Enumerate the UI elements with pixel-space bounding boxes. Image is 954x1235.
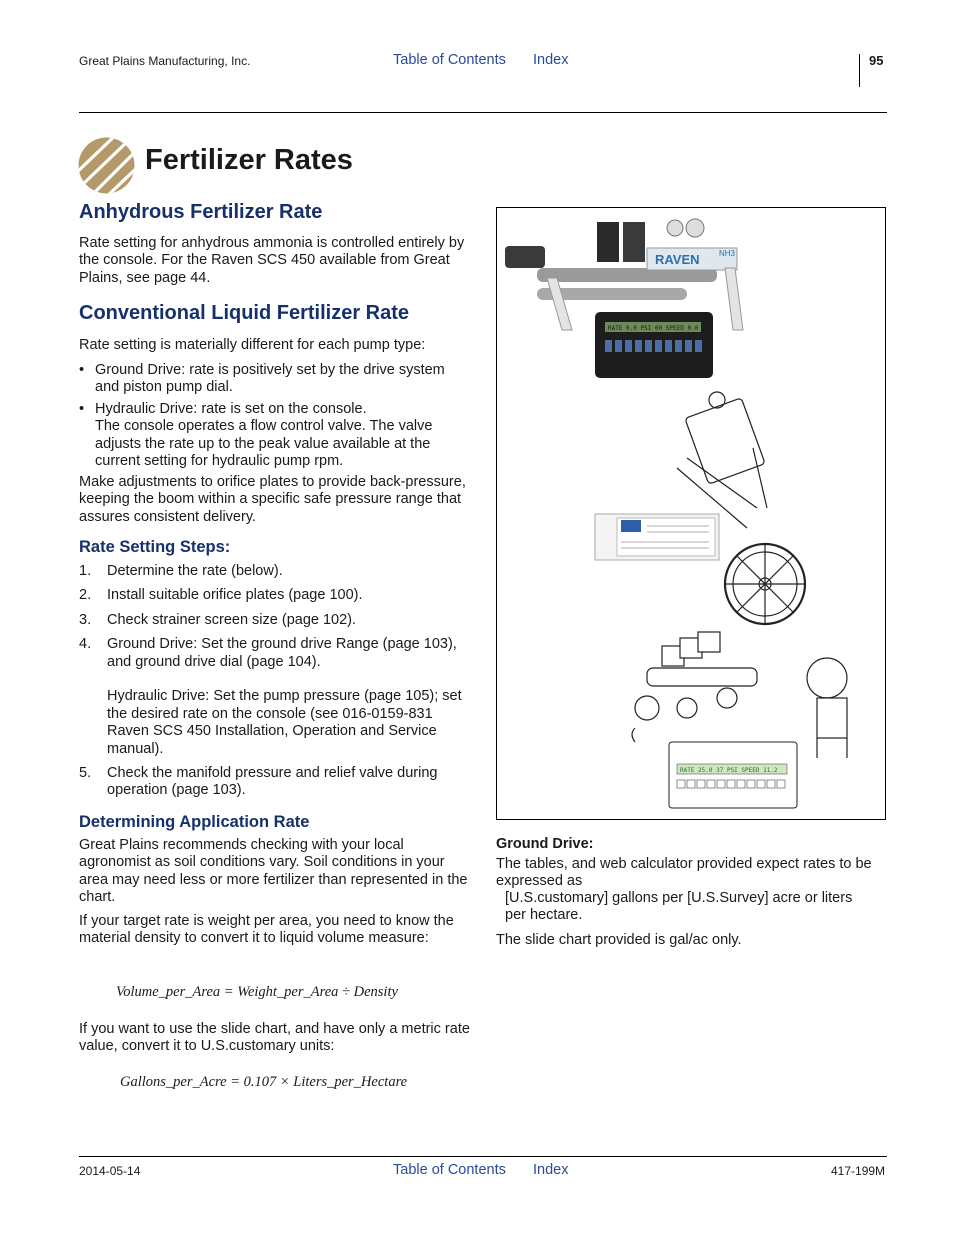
- footer-date: 2014-05-14: [79, 1164, 141, 1178]
- footer-toc-link[interactable]: Table of Contents: [393, 1162, 506, 1178]
- equipment-figure: [496, 207, 886, 820]
- header-index-link[interactable]: Index: [533, 52, 569, 68]
- footer-rule: [79, 1156, 887, 1157]
- heading-application-rate: Determining Application Rate: [79, 813, 310, 831]
- step-item: 4. Ground Drive: Set the ground drive Range (page 103), and ground drive dial (page 104). Hydraulic Drive: Set the pump pressure (page 105); set the desired rate on the console (see 016-0159-831 Raven SCS 450 Installation, Operation and Service manual).: [79, 636, 462, 757]
- footer-index-link[interactable]: Index: [533, 1162, 569, 1178]
- equipment-illustration: [497, 208, 885, 819]
- bullet-ground-drive: • Ground Drive: rate is positively set by the drive system and piston pump dial.: [79, 362, 471, 397]
- adjust-text: Make adjustments to orifice plates to provide back-pressure, keeping the boom within a specific safe pressure range that assures consistent delivery.: [79, 474, 466, 525]
- page-number: 95: [869, 53, 884, 68]
- application-p3: If you want to use the slide chart, and have only a metric rate value, convert it to U.S.customary units:: [79, 1021, 470, 1055]
- step-item: 2. Install suitable orifice plates (page 100).: [79, 587, 363, 604]
- ground-drive-p1: The tables, and web calculator provided expect rates to be expressed as: [496, 856, 872, 890]
- step-item: 5. Check the manifold pressure and relief valve during operation (page 103).: [79, 765, 438, 799]
- heading-rate-steps: Rate Setting Steps:: [79, 538, 231, 556]
- brand-text: RAVEN: [655, 252, 700, 267]
- footer-doc-number: 417-199M: [831, 1164, 886, 1178]
- equation-gallons: Gallons_per_Acre = 0.107 × Liters_per_Hectare: [120, 1074, 408, 1090]
- step-item: 3. Check strainer screen size (page 102).: [79, 611, 357, 628]
- header-rule: [79, 112, 887, 113]
- application-p1: Great Plains recommends checking with your local agronomist as soil conditions vary. Soil conditions in your area may need less or more fertilizer than represented in the chart.: [79, 837, 468, 906]
- page-title: Fertilizer Rates: [145, 144, 353, 176]
- liquid-intro: Rate setting is materially different for each pump type:: [79, 337, 426, 353]
- control-console: [595, 312, 713, 378]
- ground-drive-units: [U.S.customary] gallons per [U.S.Survey] acre or liters per hectare.: [505, 890, 853, 924]
- heading-liquid: Conventional Liquid Fertilizer Rate: [79, 302, 410, 324]
- rate-steps-list: [79, 563, 471, 807]
- hydraulic-manifold: [632, 632, 847, 758]
- application-p2: If your target rate is weight per area, you need to know the material density to convert it to liquid volume measure:: [79, 913, 454, 947]
- heading-anhydrous: Anhydrous Fertilizer Rate: [79, 201, 323, 223]
- console-display-2: RATE 25.0 37 PSI SPEED 11.2: [680, 767, 778, 774]
- ground-drive-p2: The slide chart provided is gal/ac only.: [496, 932, 742, 948]
- company-name: Great Plains Manufacturing, Inc.: [79, 54, 251, 68]
- bullet-hydraulic-drive: • Hydraulic Drive: rate is set on the console. The console operates a flow control valve. The valve adjusts the rate up to the peak value available at the current setting for hydraulic pump rpm.: [79, 401, 471, 471]
- anhydrous-manifold: [497, 208, 743, 330]
- heading-ground-drive: Ground Drive:: [496, 836, 594, 852]
- nh3-text: NH3: [719, 249, 736, 258]
- great-plains-logo-icon: [78, 137, 135, 194]
- step-item: 1. Determine the rate (below).: [79, 563, 283, 579]
- pump-type-list: [79, 362, 471, 474]
- header-divider: [859, 54, 860, 87]
- console-display-1: RATE 0.0 PSI 00 SPEED 0.0: [608, 325, 699, 332]
- ground-drive-assembly: [677, 392, 805, 624]
- console-drawing: [669, 742, 797, 808]
- equation-volume: Volume_per_Area = Weight_per_Area ÷ Density: [116, 984, 398, 1000]
- header-toc-link[interactable]: Table of Contents: [393, 52, 506, 68]
- anhydrous-text: Rate setting for anhydrous ammonia is controlled entirely by the console. For the Raven SCS 450 available from Great Plains, see page 44.: [79, 235, 465, 286]
- slide-chart: [595, 514, 719, 560]
